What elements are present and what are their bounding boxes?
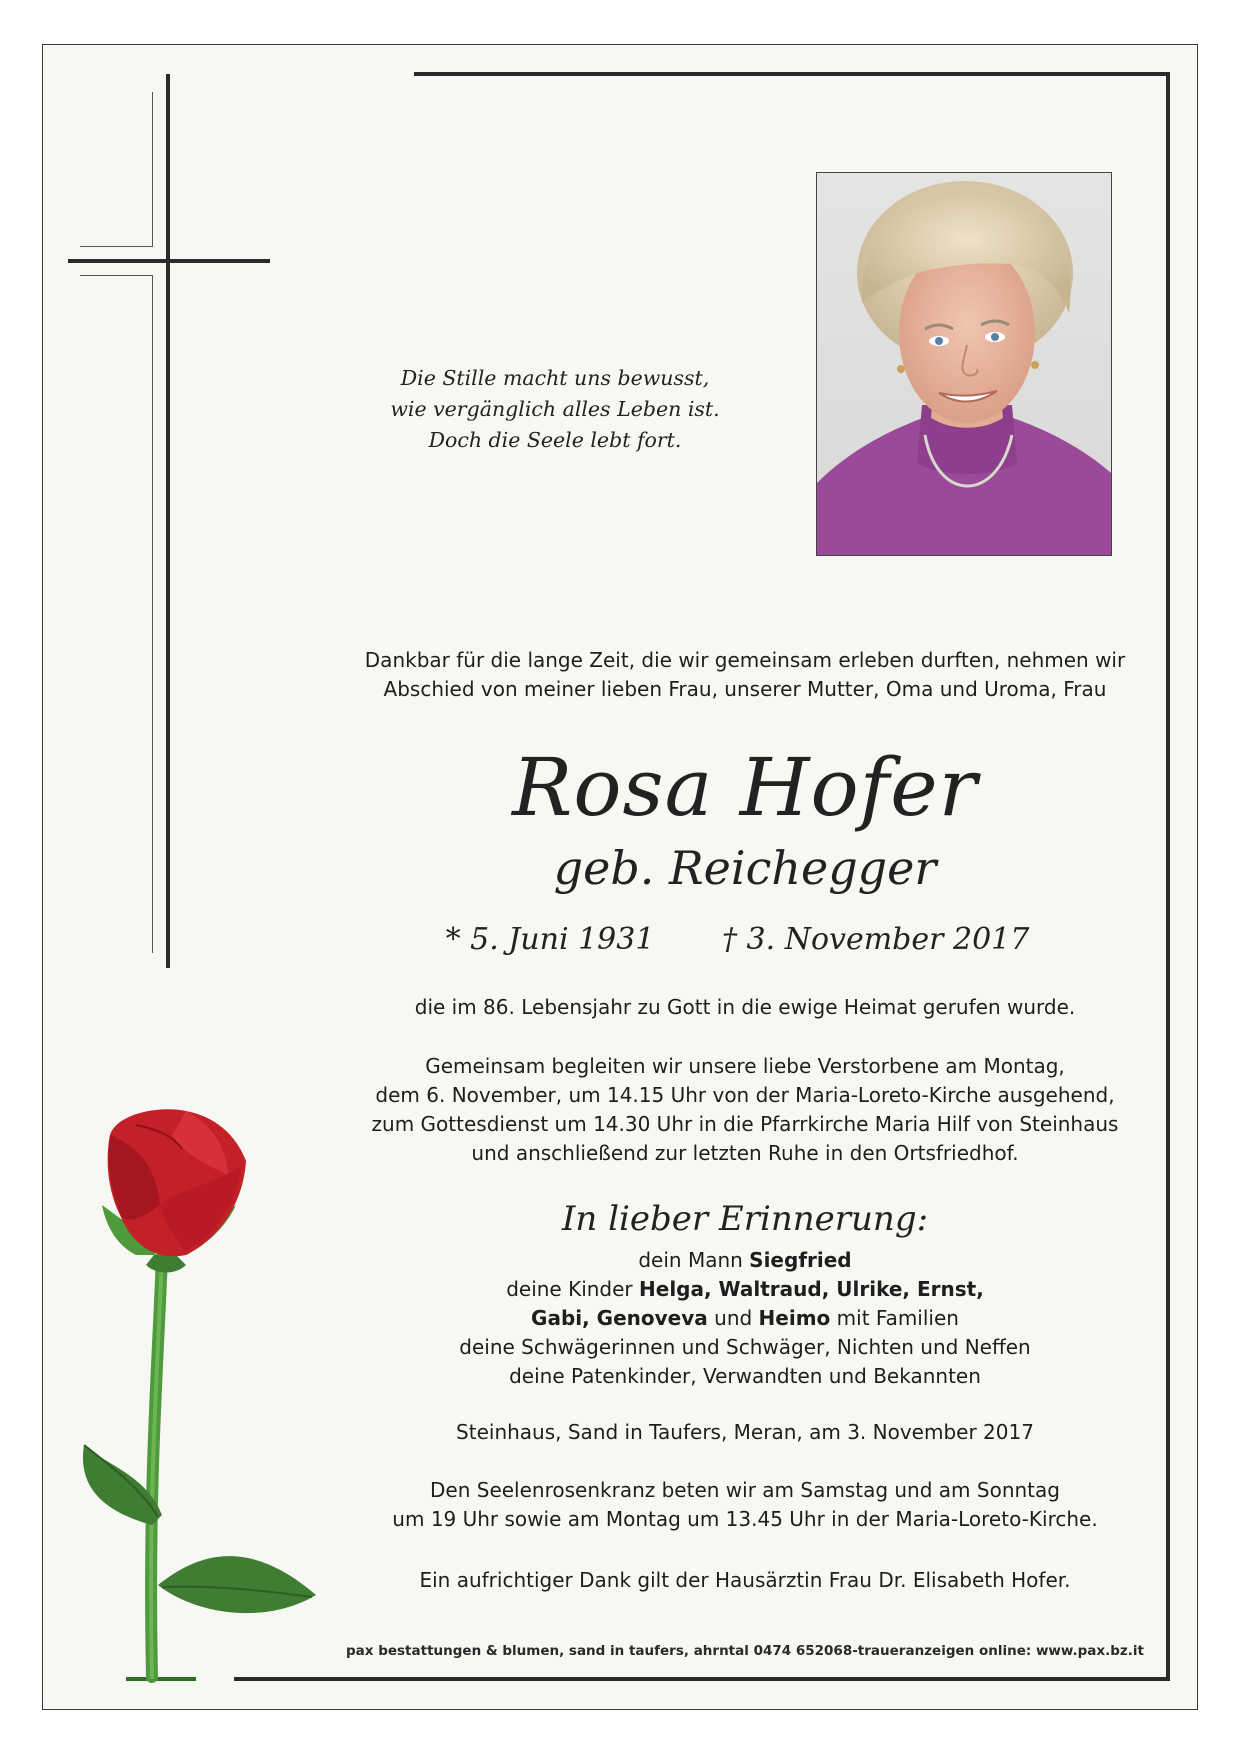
memorial-quote — [330, 363, 780, 456]
mourners-line-4: deine Schwägerinnen und Schwäger, Nichten und Neffen — [459, 1335, 1031, 1359]
death-date: † 3. November 2017 — [722, 922, 1030, 957]
children-names-2b: Heimo — [758, 1306, 831, 1330]
quote-line-3: Doch die Seele lebt fort. — [428, 428, 682, 452]
rosary-info — [310, 1476, 1180, 1534]
footer-text: pax bestattungen & blumen, sand in taufers, ahrntal 0474 652068-traueranzeigen online: www.pax.bz.it — [346, 1643, 1144, 1659]
funeral-info — [310, 1052, 1180, 1168]
birth-name: geb. Reichegger — [553, 841, 937, 895]
place-date-text: Steinhaus, Sand in Taufers, Meran, am 3. November 2017 — [456, 1420, 1034, 1444]
funeral-line-3: zum Gottesdienst um 14.30 Uhr in die Pfarrkirche Maria Hilf von Steinhaus — [371, 1112, 1119, 1136]
thanks-text: Ein aufrichtiger Dank gilt der Hausärztin Frau Dr. Elisabeth Hofer. — [419, 1568, 1071, 1592]
mourners-list — [310, 1246, 1180, 1391]
children-names-2a: Gabi, Genoveva — [531, 1306, 708, 1330]
mourners-line-2 — [310, 1275, 1180, 1304]
deceased-name: Rosa Hofer — [512, 741, 978, 834]
quote-line-1: Die Stille macht uns bewusst, — [400, 366, 710, 390]
children-prefix: deine Kinder — [506, 1277, 633, 1301]
intro-line-1: Dankbar für die lange Zeit, die wir gemeinsam erleben durften, nehmen wir — [364, 648, 1126, 672]
funeral-line-2: dem 6. November, um 14.15 Uhr von der Maria-Loreto-Kirche ausgehend, — [375, 1083, 1115, 1107]
portrait-photo — [816, 172, 1112, 556]
frame-bottom-line — [234, 1677, 1170, 1681]
children-names-1: Helga, Waltraud, Ulrike, Ernst, — [639, 1277, 984, 1301]
mourners-line-5: deine Patenkinder, Verwandten und Bekannten — [509, 1364, 981, 1388]
age-line — [310, 993, 1180, 1022]
rosary-line-1: Den Seelenrosenkranz beten wir am Samstag und am Sonntag — [430, 1478, 1060, 1502]
funeral-line-1: Gemeinsam begleiten wir unsere liebe Verstorbene am Montag, — [425, 1054, 1065, 1078]
portrait-illustration — [817, 173, 1111, 555]
rosary-line-2: um 19 Uhr sowie am Montag um 13.45 Uhr in der Maria-Loreto-Kirche. — [392, 1507, 1098, 1531]
husband-name: Siegfried — [749, 1248, 852, 1272]
children-and: und — [714, 1306, 753, 1330]
memory-heading: In lieber Erinnerung: — [561, 1199, 929, 1239]
mourners-line-1 — [310, 1246, 1180, 1275]
age-line-text: die im 86. Lebensjahr zu Gott in die ewige Heimat gerufen wurde. — [414, 995, 1076, 1019]
rose-icon — [76, 1105, 326, 1685]
thanks-line — [310, 1566, 1180, 1595]
children-suffix: mit Familien — [836, 1306, 959, 1330]
husband-prefix: dein Mann — [638, 1248, 743, 1272]
intro-text — [310, 646, 1180, 704]
mourners-line-3 — [310, 1304, 1180, 1333]
place-date — [310, 1418, 1180, 1447]
intro-line-2: Abschied von meiner lieben Frau, unserer Mutter, Oma und Uroma, Frau — [383, 677, 1107, 701]
funeral-line-4: und anschließend zur letzten Ruhe in den Ortsfriedhof. — [471, 1141, 1019, 1165]
birth-date: * 5. Juni 1931 — [445, 922, 655, 957]
quote-line-2: wie vergänglich alles Leben ist. — [390, 397, 720, 421]
frame-top-line — [414, 72, 1170, 76]
